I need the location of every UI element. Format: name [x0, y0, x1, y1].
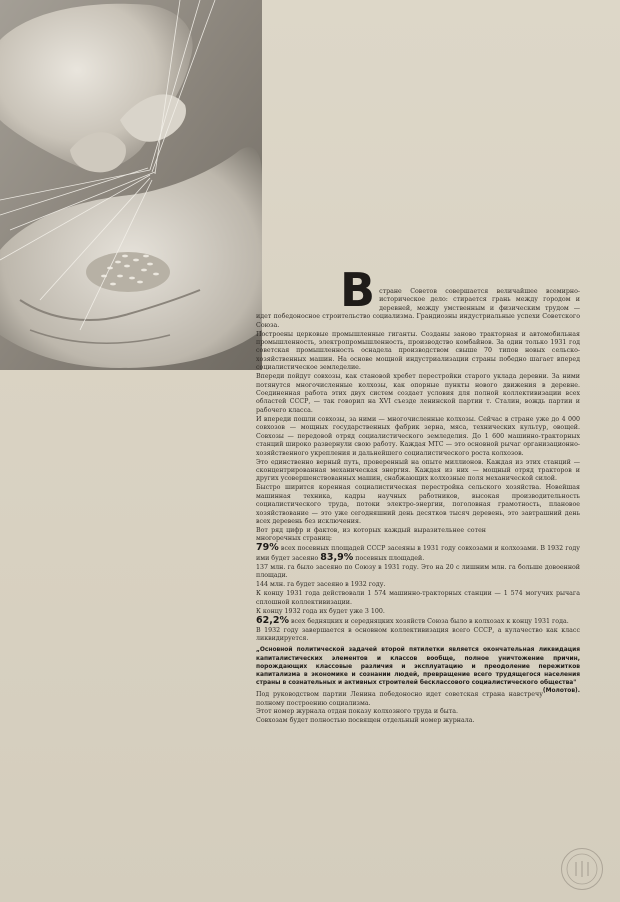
article-paragraph: Это единственно верный путь, проверенный на опыте миллионов. Каждая из этих станций — сконцентрированная механическая энергия. Каждая из них — мощный отряд тракторов и других усовершенствованных машин, снабжающих колхозные поля механической силой.: [256, 458, 580, 483]
stat-text: всех посевных площадей СССР засеяны в 1931 году совхозами и колхозами. В 1932 году ими будет засеяно: [256, 545, 580, 562]
article-paragraph: Построены церковые промышленные гиганты. Созданы заново тракторная и автомобильная промышленность, электропромышленность, производство комбайнов. За один только 1931 год советская промышленность оснадела производством свыше 70 типов новых сельско-хозяйственных машин. На основе мощной индустриализации страны победно шагает вперед социалистическое земледелие.: [256, 330, 580, 372]
stat-item: 144 млн. га будет засеяно в 1932 году.: [256, 581, 386, 589]
dropcap: В: [340, 263, 376, 317]
stat-item: К концу 1931 года действовали 1 574 машинно-тракторных станции — 1 574 могучих рычага сплошной коллективизации.: [256, 590, 580, 606]
stat-figure: 83,9%: [320, 551, 354, 563]
stat-text: всех бедняцких и середняцких хозяйств Союза было в колхозах к концу 1931 года.: [288, 617, 569, 625]
stamp-icon: [562, 849, 602, 889]
quote-author: (Молотов).: [542, 688, 580, 695]
library-stamp: [561, 848, 603, 890]
stat-item: К концу 1932 года их будет уже 3 100.: [256, 607, 385, 615]
closing-line: Под руководством партии Ленина победоносно идет советская страна навстречу полному построению социализма.: [256, 691, 543, 707]
article-paragraph: Быстро ширится коренная социалистическая перестройка сельского хозяйства. Новейшая машинная техника, кадры научных работников, высокая производительность социалистического труда, потоки электро-энергии, поголовная грамотность, плановое хозяйствование — это уже сегодняшний день десятков тысяч деревень, это завтрашний день всех деревень без исключения.: [256, 484, 580, 525]
stat-item: [256, 614, 580, 626]
article-paragraph: И впереди пошли совхозы, за ними — многочисленные колхозы. Сейчас в стране уже до 4 000 совхозов — мощных государственных фабрик зерна, мяса, технических культур, овощей. Совхозы — передовой отряд социалистического земледелия. До 1 600 машинно-тракторных станций широко развернули свою работу. Каждая МТС — это основной рычаг организационно-хозяйственного укрепления и дальнейшего социалистического роста колхозов.: [256, 415, 580, 457]
stat-text: посевных площадей.: [353, 554, 425, 562]
article-paragraph: Впереди пойдут совхозы, как становой хребет перестройки старого уклада деревни. За ними потянутся многочисленные колхозы, как опорные пункты нового движения в деревне. Соединенная работа этих двух систем создает условия для полной коллективизации всех областей СССР, — так говорил на XVI съезде ленинской партии т. Сталин, вождь партии и рабочего класса.: [256, 373, 580, 414]
stat-item: [256, 544, 580, 563]
photo-hands-grain: [0, 0, 262, 370]
article-paragraph: стране Советов совершается величайшее всемирно-историческое дело: стирается грань между городом и деревней, между умственным и физическим трудом — идет победоносное строительство социализма. Грандиозны индустриальные успехи Советского Союза.: [256, 288, 580, 329]
stat-item: В 1932 году завершается в основном коллективизация всего СССР, а кулачество как класс ликвидируется.: [256, 626, 580, 642]
closing-section: [256, 691, 580, 725]
article-paragraph: Вот ряд цифр и фактов, из которых каждый выразительнее сотен многоречных страниц:: [256, 526, 486, 543]
stat-figure: 79%: [256, 542, 279, 554]
quote-text: „Основной политической задачей второй пятилетки является окончательная ликвидация капиталистических элементов и классов вообще, полное уничтожение причин, порождающих классовые различия и эксплуатацию и преодоление пережитков капитализма в экономике и сознании людей, превращение всего трудящегося населения страны в сознательных и активных строителей бесклассового социалистического общества": [256, 647, 580, 687]
hands-grain-image: [0, 0, 262, 370]
closing-line: Совхозам будет полностью посвящен отдельный номер журнала.: [256, 716, 475, 724]
stat-item: 137 млн. га было засеяно по Союзу в 1931 году. Это на 20 с лишним млн. га больше довоенной площади.: [256, 563, 580, 580]
stat-figure: 62,2%: [256, 614, 289, 626]
molotov-quote: [256, 646, 580, 695]
closing-line: Этот номер журнала отдан показу колхозного труда и быта.: [256, 708, 459, 716]
article-body: [256, 263, 580, 725]
